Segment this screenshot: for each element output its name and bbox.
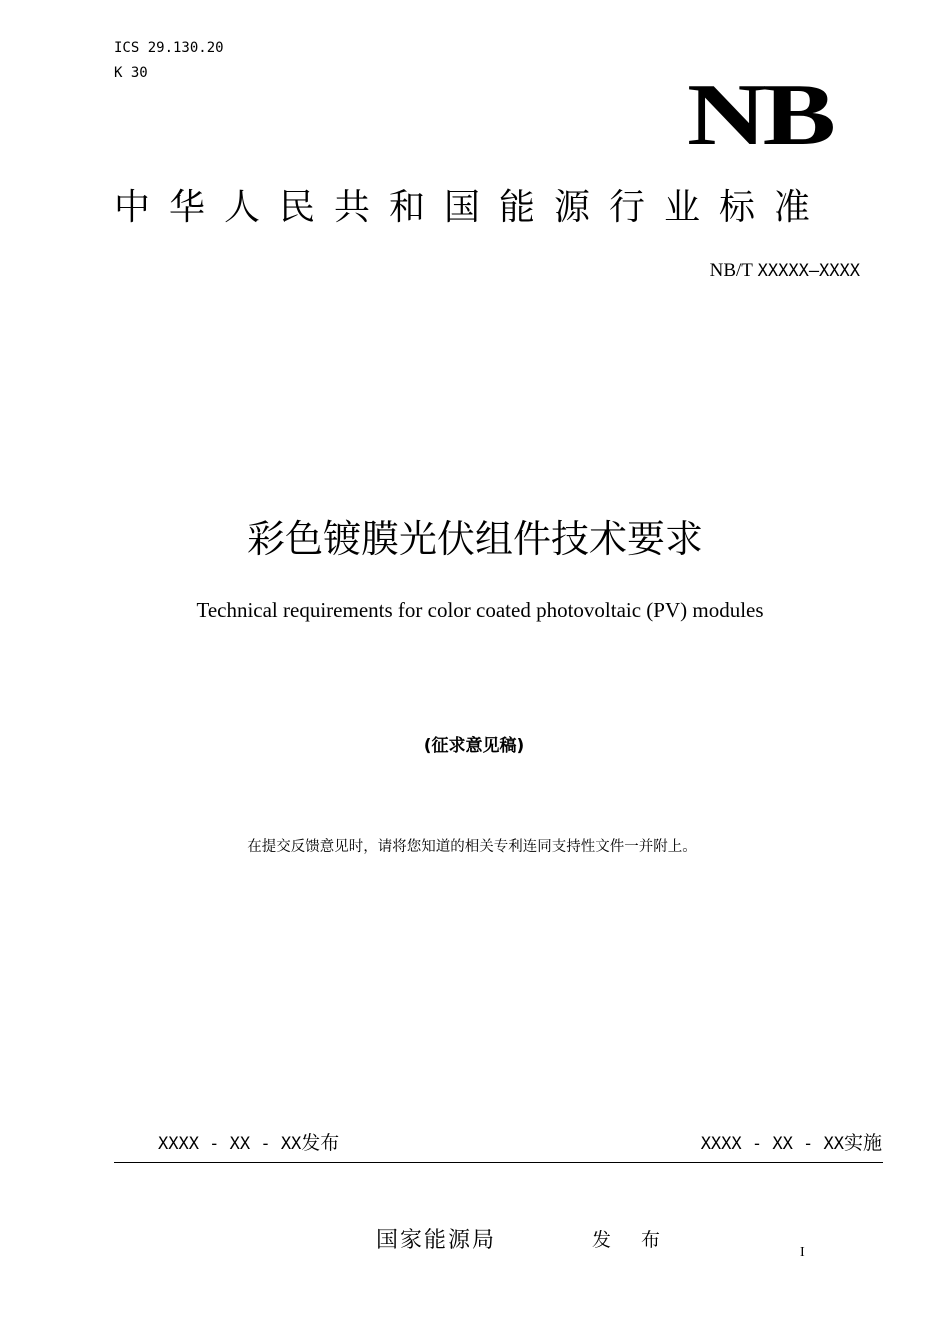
document-title-en: Technical requirements for color coated photovoltaic (PV) modules xyxy=(196,598,764,622)
standard-number xyxy=(710,260,860,282)
document-title-zh: 彩色镀膜光伏组件技术要求 xyxy=(246,517,703,561)
standard-number-value: XXXXX—XXXX xyxy=(757,261,860,281)
issue-date-value: XXXX - XX - XX xyxy=(158,1134,302,1154)
footer-divider xyxy=(114,1162,883,1163)
patent-notice: 在提交反馈意见时，请将您知道的相关专利连同支持性文件一并附上。 xyxy=(247,839,697,855)
implementation-date xyxy=(701,1128,882,1155)
draft-status-label: (征求意见稿) xyxy=(423,736,525,756)
standard-number-prefix: NB/T xyxy=(709,260,753,281)
issue-date-label: 发布 xyxy=(301,1132,340,1154)
issuing-authority: 国家能源局 xyxy=(376,1228,497,1253)
ics-code: ICS 29.130.20 xyxy=(114,40,224,56)
implementation-date-value: XXXX - XX - XX xyxy=(700,1134,844,1154)
classification-code: K 30 xyxy=(114,65,148,81)
standard-category-title: 中华人民共和国能源行业标准 xyxy=(114,187,830,228)
implementation-date-label: 实施 xyxy=(843,1132,882,1154)
issue-word: 发 布 xyxy=(592,1229,673,1251)
page-number: I xyxy=(800,1245,805,1260)
nb-logo: NB xyxy=(686,67,832,164)
issue-date xyxy=(158,1128,339,1155)
